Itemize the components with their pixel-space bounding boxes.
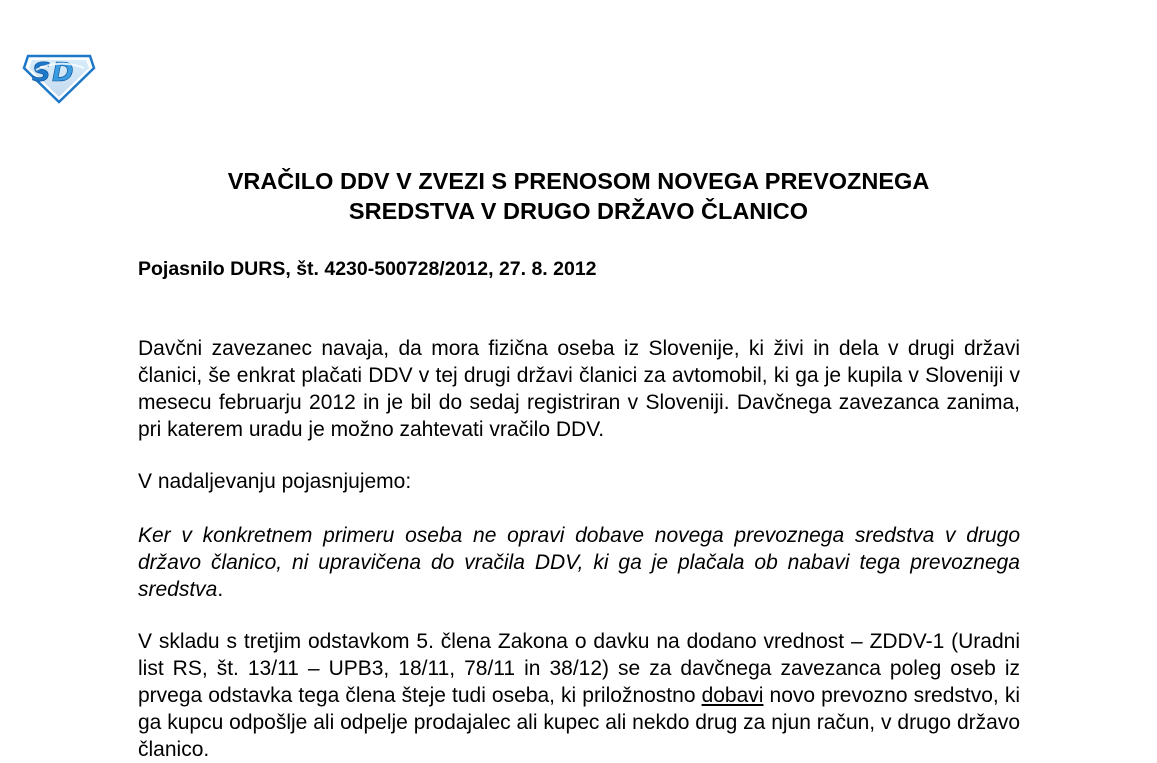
title-line-2: SREDSTVA V DRUGO DRŽAVO ČLANICO (348, 198, 809, 224)
paragraph-3-end: . (217, 578, 224, 601)
logo-graphic (22, 48, 96, 104)
paragraph-2: V nadaljevanju pojasnjujemo: (138, 470, 412, 493)
title-line-1: VRAČILO DDV V ZVEZI S PRENOSOM NOVEGA PREVOZNEGA (227, 168, 930, 194)
svg-text:D: D (52, 58, 74, 88)
paragraph-4-end: novo prevozno sredstvo, ki ga kupcu odpošlje ali odpelje prodajalec ali kupec ali nekdo drug za njun račun, v drugo državo članico. (138, 684, 1020, 761)
paragraph-3 (138, 522, 1020, 603)
paragraph-4-start: V skladu s tretjim odstavkom 5. člena Zakona o davku na dodano vrednost – ZDDV-1 (Uradni list RS, št. 13/11 – UPB3, 18/11, 78/11 in 38/12) se za davčnega zavezanca poleg oseb iz prvega odstavka tega člena šteje tudi oseba, ki priložnostno (138, 630, 1020, 707)
sd-diamond-logo (22, 48, 96, 104)
document-subtitle: Pojasnilo DURS, št. 4230-500728/2012, 27. 8. 2012 (138, 258, 597, 280)
paragraph-3-italic: Ker v konkretnem primeru oseba ne opravi dobave novega prevoznega sredstva v drugo državo članico, ni upravičena do vračila DDV, ki ga je plačala ob nabavi tega prevoznega sredstva (138, 524, 1020, 601)
paragraph-4-underlined: dobavi (701, 684, 764, 707)
document-title (0, 166, 1157, 226)
svg-text:S: S (32, 58, 51, 88)
paragraph-1: Davčni zavezanec navaja, da mora fizična oseba iz Slovenije, ki živi in dela v drugi državi članici, še enkrat plačati DDV v tej drugi državi članici za avtomobil, ki ga je kupila v Sloveniji v mesecu februarju 2012 in je bil do sedaj registriran v Sloveniji. Davčnega zavezanca zanima, pri katerem uradu je možno zahtevati vračilo DDV. (138, 337, 1020, 441)
paragraph-4 (138, 628, 1020, 763)
